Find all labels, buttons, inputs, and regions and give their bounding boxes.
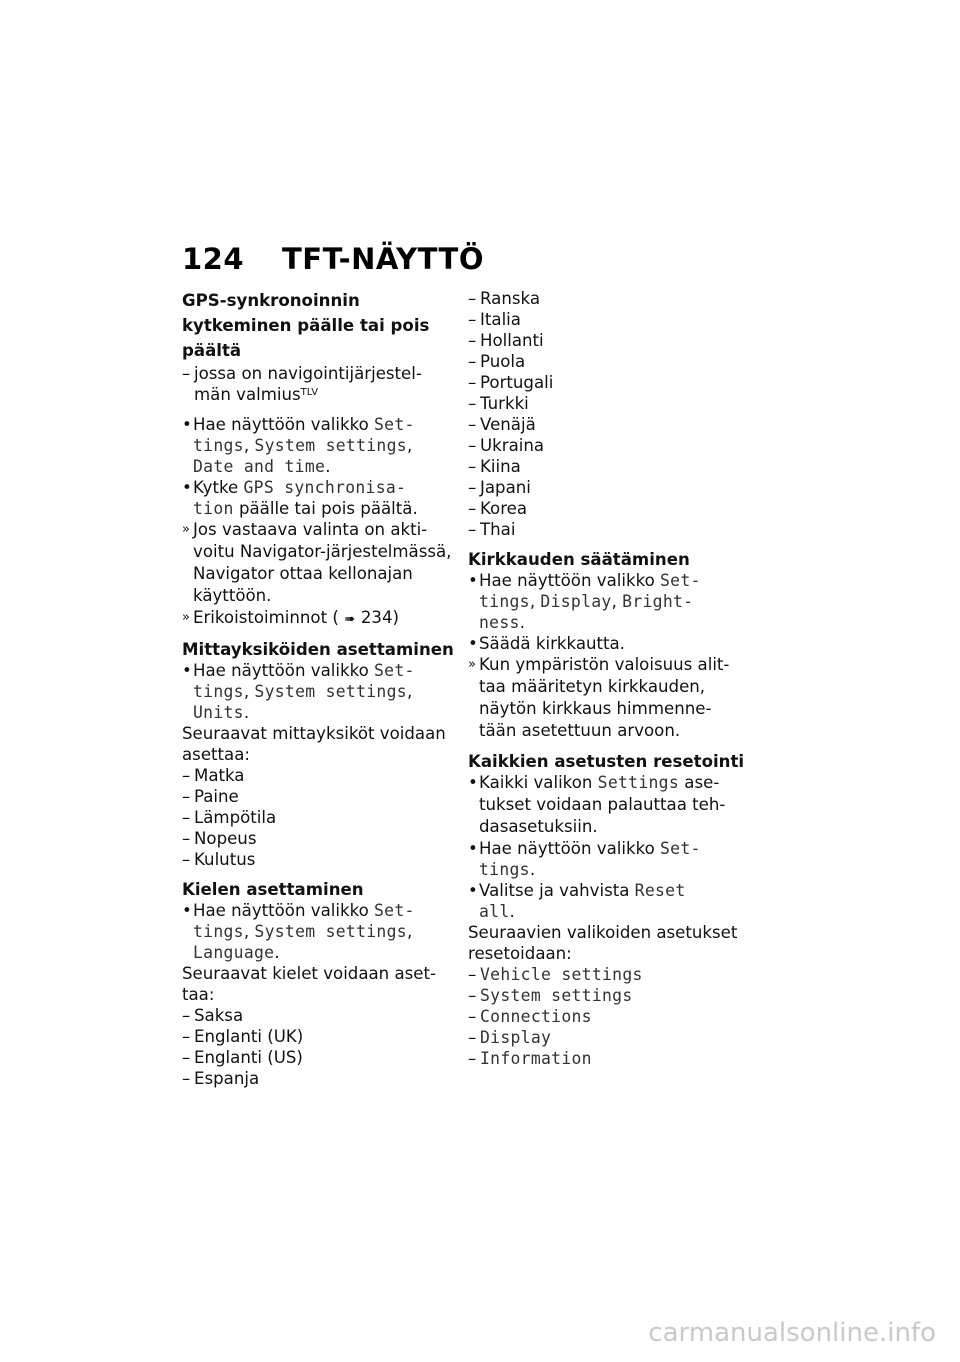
- list-item: [182, 828, 454, 849]
- menu-path: Set-: [660, 571, 701, 590]
- left-column: [182, 288, 454, 1089]
- list-item: [468, 519, 748, 540]
- list-item-text: Thai: [480, 520, 516, 539]
- list-item-text: Lämpötila: [194, 808, 277, 827]
- bullet-icon: •: [468, 571, 478, 590]
- menu-path: Reset: [634, 881, 686, 900]
- menu-path: tings: [193, 682, 244, 701]
- bullet-icon: •: [468, 773, 478, 792]
- instruction-item: [468, 570, 748, 633]
- dash-marker: –: [182, 1006, 191, 1025]
- section-heading-brightness: Kirkkauden säätäminen: [468, 550, 690, 569]
- condition-text-1: jossa on navigointijärjestel-: [194, 364, 422, 383]
- menu-path: Set-: [374, 415, 415, 434]
- dash-marker: –: [468, 394, 477, 413]
- menu-path: System settings: [254, 436, 407, 455]
- menu-name: Vehicle settings: [480, 965, 643, 984]
- separator: ,: [243, 922, 255, 941]
- instruction-item: [182, 900, 454, 963]
- menu-path: Units: [193, 703, 244, 722]
- instruction-text: Hae näyttöön valikko: [479, 571, 661, 590]
- dash-marker: –: [182, 1027, 191, 1046]
- bullet-icon: •: [182, 415, 192, 434]
- list-item: [468, 288, 748, 309]
- menu-path: GPS synchronisa-: [243, 478, 407, 497]
- list-item: [468, 456, 748, 477]
- instruction-text: dasasetuksiin.: [479, 817, 598, 836]
- dash-marker: –: [468, 499, 477, 518]
- reference-page[interactable]: 234): [360, 608, 399, 627]
- section-heading-units: Mittayksiköiden asettaminen: [182, 640, 454, 659]
- condition-item: [182, 363, 454, 405]
- result-arrow-icon: »: [182, 610, 190, 625]
- dash-marker: –: [468, 289, 477, 308]
- instruction-text: päälle tai pois päältä.: [233, 499, 418, 518]
- bullet-icon: •: [468, 634, 478, 653]
- instruction-text: Hae näyttöön valikko: [193, 901, 375, 920]
- list-item: [468, 330, 748, 351]
- result-text: käyttöön.: [193, 586, 272, 605]
- menu-name: Display: [480, 1028, 552, 1047]
- list-item: [182, 1026, 454, 1047]
- list-item: [182, 765, 454, 786]
- intro-text: asettaa:: [182, 745, 250, 764]
- list-item-text: Englanti (US): [194, 1048, 303, 1067]
- menu-path: Display: [540, 592, 612, 611]
- menu-name: System settings: [480, 986, 633, 1005]
- dash-marker: –: [182, 850, 191, 869]
- list-item: [182, 807, 454, 828]
- right-column: [468, 288, 748, 1069]
- result-item: [468, 654, 748, 742]
- menu-path: System settings: [254, 922, 407, 941]
- dash-marker: –: [182, 808, 191, 827]
- list-item: [468, 1048, 748, 1069]
- result-text: taa määritetyn kirkkauden,: [479, 677, 706, 696]
- instruction-item: [182, 660, 454, 723]
- chapter-title: TFT-NÄYTTÖ: [282, 242, 484, 276]
- menu-path: tings: [479, 592, 530, 611]
- list-item: [182, 1068, 454, 1089]
- list-item-text: Turkki: [480, 394, 529, 413]
- instruction-item: [182, 477, 454, 519]
- result-text: Jos vastaava valinta on akti-: [193, 520, 428, 539]
- menu-path: Date and time: [193, 457, 326, 476]
- dash-marker: –: [468, 1049, 477, 1068]
- reference-item[interactable]: [182, 607, 454, 630]
- menu-name: Information: [480, 1049, 592, 1068]
- condition-text-2: män valmius: [194, 385, 301, 404]
- section-heading-reset: Kaikkien asetusten resetointi: [468, 752, 745, 771]
- instruction-text: Kaikki valikon: [479, 773, 598, 792]
- list-item: [468, 1027, 748, 1048]
- list-item-text: Saksa: [194, 1006, 244, 1025]
- instruction-item: [182, 414, 454, 477]
- instruction-text: Säädä kirkkautta.: [479, 634, 625, 653]
- list-item-text: Italia: [480, 310, 521, 329]
- menu-path: tings: [479, 860, 530, 879]
- list-item-text: Hollanti: [480, 331, 544, 350]
- bullet-icon: •: [182, 478, 192, 497]
- separator: .: [509, 902, 515, 921]
- reference-text: Erikoistoiminnot (: [193, 608, 339, 627]
- dash-marker: –: [182, 787, 191, 806]
- intro-text: Seuraavien valikoiden asetukset: [468, 923, 738, 942]
- list-item: [468, 985, 748, 1006]
- list-item: [468, 964, 748, 985]
- list-item-text: Paine: [194, 787, 239, 806]
- separator: .: [325, 457, 331, 476]
- dash-marker: –: [182, 829, 191, 848]
- menu-path: Bright-: [622, 592, 694, 611]
- separator: ,: [406, 922, 413, 941]
- dash-marker: –: [468, 1028, 477, 1047]
- menu-path: Settings: [597, 773, 680, 792]
- instruction-text: Hae näyttöön valikko: [193, 661, 375, 680]
- separator: ,: [243, 436, 255, 455]
- menu-path: Set-: [374, 901, 415, 920]
- menu-path: Set-: [660, 839, 701, 858]
- bullet-icon: •: [468, 839, 478, 858]
- list-item: [468, 372, 748, 393]
- watermark: carmanualsonline.info: [648, 1318, 936, 1348]
- separator: ,: [406, 436, 413, 455]
- separator: ,: [611, 592, 623, 611]
- menu-path: System settings: [254, 682, 407, 701]
- result-item: [182, 519, 454, 607]
- dash-marker: –: [468, 457, 477, 476]
- dash-marker: –: [182, 1069, 191, 1088]
- bullet-icon: •: [182, 901, 192, 920]
- instruction-item: [468, 838, 748, 880]
- dash-marker: –: [468, 436, 477, 455]
- result-text: voitu Navigator-järjestelmässä,: [193, 542, 452, 561]
- list-item-text: Korea: [480, 499, 528, 518]
- bullet-icon: •: [182, 661, 192, 680]
- list-item-text: Kulutus: [194, 850, 256, 869]
- menu-name: Connections: [480, 1007, 592, 1026]
- dash-marker: –: [182, 1048, 191, 1067]
- separator: ,: [529, 592, 541, 611]
- menu-path: ness: [479, 613, 520, 632]
- instruction-text: ase-: [679, 773, 720, 792]
- list-item-text: Puola: [480, 352, 526, 371]
- list-item: [182, 849, 454, 870]
- instruction-text: tukset voidaan palauttaa teh-: [479, 795, 726, 814]
- menu-path: all: [479, 902, 510, 921]
- page-number: 124: [182, 242, 245, 276]
- instruction-text: Kytke: [193, 478, 244, 497]
- list-item-text: Englanti (UK): [194, 1027, 304, 1046]
- section-heading-gps: GPS-synkronoinnin kytkeminen päälle tai pois päältä: [182, 291, 430, 360]
- dash-marker: –: [468, 331, 477, 350]
- dash-marker: –: [468, 965, 477, 984]
- dash-marker: –: [468, 373, 477, 392]
- list-item: [468, 1006, 748, 1027]
- dash-marker: –: [182, 766, 191, 785]
- result-text: Navigator ottaa kellonajan: [193, 564, 413, 583]
- page-reference-icon: ➠: [344, 612, 356, 627]
- separator: .: [529, 860, 536, 879]
- result-arrow-icon: »: [182, 522, 190, 537]
- instruction-item: [468, 633, 748, 654]
- tlv-superscript: TLV: [300, 387, 319, 398]
- result-text: tään asetettuun arvoon.: [479, 721, 681, 740]
- list-item-text: Kiina: [480, 457, 521, 476]
- list-item: [182, 1047, 454, 1068]
- dash-marker: –: [468, 352, 477, 371]
- result-text: näytön kirkkaus himmenne-: [479, 699, 712, 718]
- instruction-text: Hae näyttöön valikko: [479, 839, 661, 858]
- dash-marker: –: [468, 415, 477, 434]
- intro-text: Seuraavat mittayksiköt voidaan: [182, 724, 446, 743]
- list-item: [468, 435, 748, 456]
- list-item: [468, 414, 748, 435]
- list-item-text: Matka: [194, 766, 245, 785]
- list-item: [468, 309, 748, 330]
- separator: .: [519, 613, 525, 632]
- instruction-item: [468, 772, 748, 838]
- list-item-text: Japani: [480, 478, 531, 497]
- list-item: [468, 351, 748, 372]
- menu-path: Set-: [374, 661, 415, 680]
- list-item-text: Nopeus: [194, 829, 257, 848]
- list-item-text: Venäjä: [480, 415, 536, 434]
- intro-text: taa:: [182, 985, 215, 1004]
- separator: ,: [406, 682, 413, 701]
- result-text: Kun ympäristön valoisuus alit-: [479, 655, 730, 674]
- bullet-icon: •: [468, 881, 478, 900]
- menu-path: tings: [193, 922, 244, 941]
- list-item-text: Ranska: [480, 289, 540, 308]
- dash-marker: –: [468, 1007, 477, 1026]
- menu-path: Language: [193, 943, 275, 962]
- separator: .: [243, 703, 250, 722]
- separator: ,: [243, 682, 255, 701]
- result-arrow-icon: »: [468, 657, 476, 672]
- section-heading-language: Kielen asettaminen: [182, 880, 364, 899]
- list-item: [468, 477, 748, 498]
- menu-path: tings: [193, 436, 244, 455]
- list-item: [182, 1005, 454, 1026]
- separator: .: [274, 943, 280, 962]
- menu-path: tion: [193, 499, 234, 518]
- instruction-text: Hae näyttöön valikko: [193, 415, 375, 434]
- dash-marker: –: [468, 986, 477, 1005]
- instruction-item: [468, 880, 748, 922]
- list-item-text: Espanja: [194, 1069, 260, 1088]
- dash-marker: –: [468, 310, 477, 329]
- dash-marker: –: [468, 520, 477, 539]
- intro-text: resetoidaan:: [468, 944, 572, 963]
- list-item: [182, 786, 454, 807]
- list-item-text: Ukraina: [480, 436, 545, 455]
- dash-marker: –: [182, 364, 191, 383]
- list-item: [468, 498, 748, 519]
- list-item: [468, 393, 748, 414]
- dash-marker: –: [468, 478, 477, 497]
- intro-text: Seuraavat kielet voidaan aset-: [182, 964, 436, 983]
- list-item-text: Portugali: [480, 373, 554, 392]
- instruction-text: Valitse ja vahvista: [479, 881, 635, 900]
